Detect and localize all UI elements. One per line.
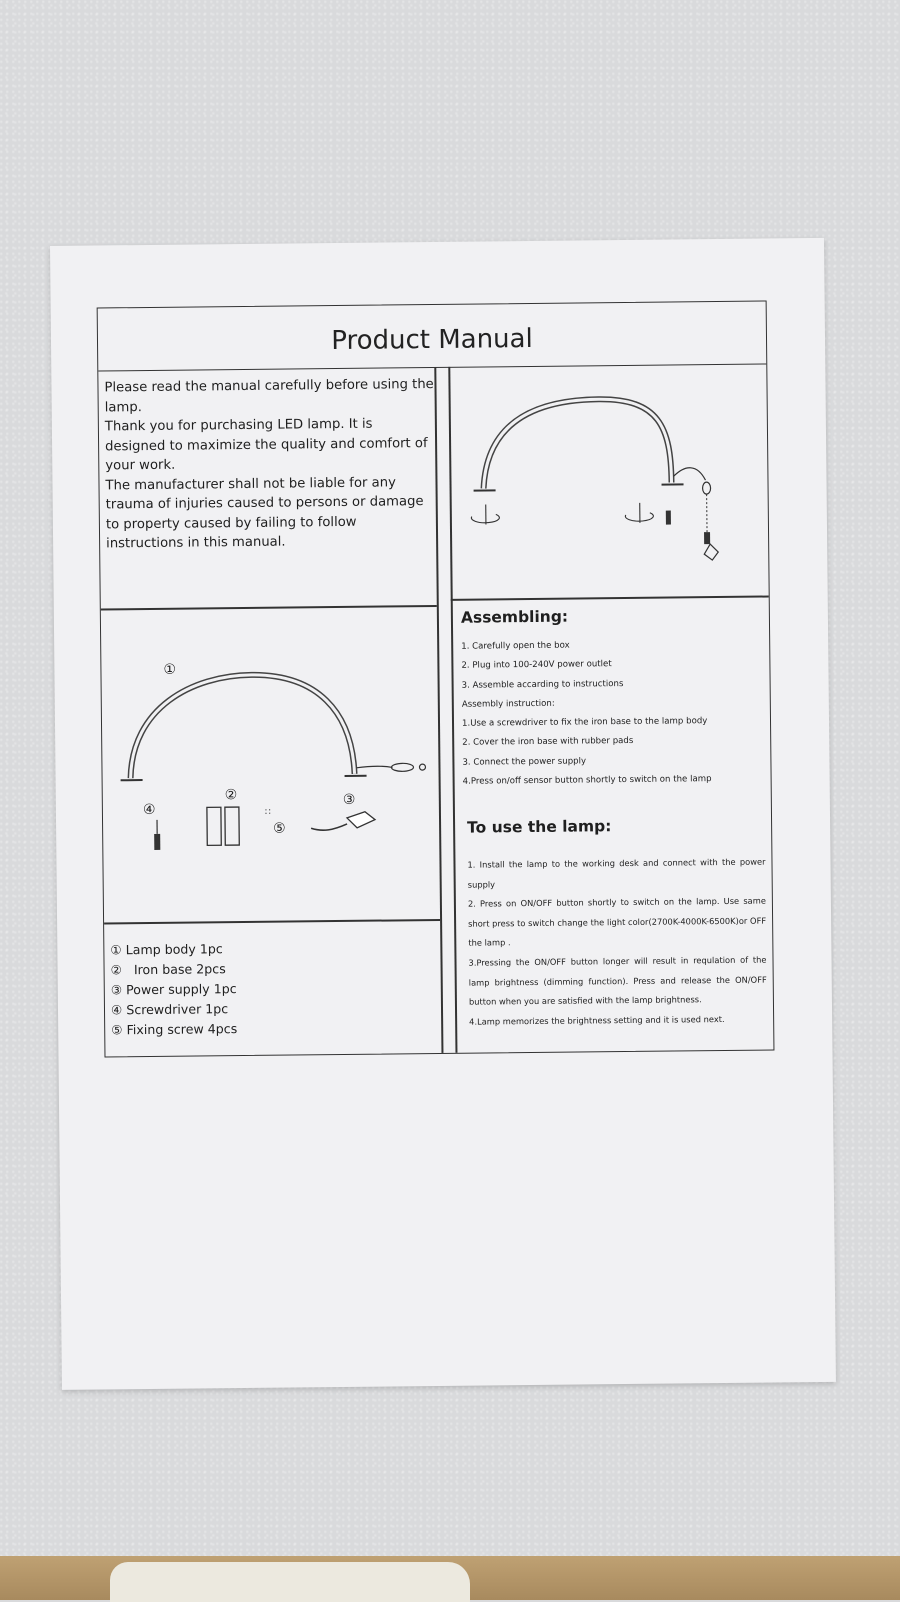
parts-list [110,937,441,1040]
list-item: 2. Press on ON/OFF button shortly to switch on the lamp. Use same short press to switch change the light color(2700K-4000K-6500K)or OFF the lamp . [468,892,767,954]
lamp-adapter [704,544,718,560]
marker-fixing-screw: ⑤ [273,821,286,837]
list-item: 3.Pressing the ON/OFF button longer will result in requlation of the lamp brightness (dimming function). Press and release the ON/OFF button when you are satisfied with the lamp brightness. [468,951,767,1013]
lamp-body-arc-outline [130,674,355,778]
assembling-heading: Assembling: [461,608,568,627]
screwdriver-handle [154,834,160,850]
assembling-steps [461,635,712,792]
lamp-body-arc-fill [130,674,355,778]
screwdriver-small [666,511,671,525]
list-item: ③ Power supply 1pc [111,977,441,1000]
iron-base-right [225,807,239,845]
list-item: 4.Press on/off sensor button shortly to switch on the lamp [463,770,712,792]
page-title: Product Manual [331,324,533,356]
marker-screwdriver: ④ [143,802,156,818]
list-item: Assembly instruction: [462,693,711,715]
list-item: 1.Use a screwdriver to fix the iron base to the lamp body [462,712,711,734]
use-steps [467,853,767,1032]
list-item: 1. Install the lamp to the working desk and connect with the power supply [467,853,765,895]
list-item: 1. Carefully open the box [461,635,710,657]
list-item: 4.Lamp memorizes the brightness setting and it is used next. [469,1009,767,1032]
list-item: 3. Assemble accarding to instructions [462,674,711,696]
marker-power-supply: ③ [343,792,356,808]
list-item: ② Iron base 2pcs [110,957,440,980]
list-item: ① Lamp body 1pc [110,937,440,960]
intro-text [104,375,436,554]
power-supply-adapter [347,812,375,828]
list-item: 2. Cover the iron base with rubber pads [462,732,711,754]
list-item: 3. Connect the power supply [462,751,711,773]
manual-frame [97,300,775,1057]
manual-sheet [50,238,836,1390]
wooden-shelf [0,1556,900,1600]
cloth [110,1562,470,1602]
intro-paragraph: Thank you for purchasing LED lamp. It is designed to maximize the quality and comfort of your work. [105,414,436,476]
screws-icon: ∷ [265,808,271,818]
lamp-body-cable [356,766,392,768]
title-row [98,302,767,372]
lamp-arc-fill [483,399,672,489]
power-supply-cable [311,824,347,830]
lamp-rotation-illustration [448,364,768,599]
iron-base-left [207,807,221,845]
lamp-body-switch [391,763,413,771]
list-item: ④ Screwdriver 1pc [111,997,441,1020]
lamp-cable [673,468,705,481]
list-item: 2. Plug into 100-240V power outlet [461,654,710,676]
lamp-switch [703,482,711,494]
lamp-plug [704,532,710,544]
intro-paragraph: The manufacturer shall not be liable for any trauma of injuries caused to persons or damage to property caused by failing to follow instructions in this manual. [105,472,436,553]
use-heading: To use the lamp: [467,817,611,837]
lamp-arc-outline [483,399,672,489]
marker-iron-base: ② [225,787,238,803]
intro-paragraph: Please read the manual carefully before using the lamp. [104,375,434,417]
marker-lamp-body: ① [163,662,176,678]
parts-illustration [101,605,440,923]
list-item: ⑤ Fixing screw 4pcs [111,1017,441,1040]
lamp-body-plug [419,764,425,770]
